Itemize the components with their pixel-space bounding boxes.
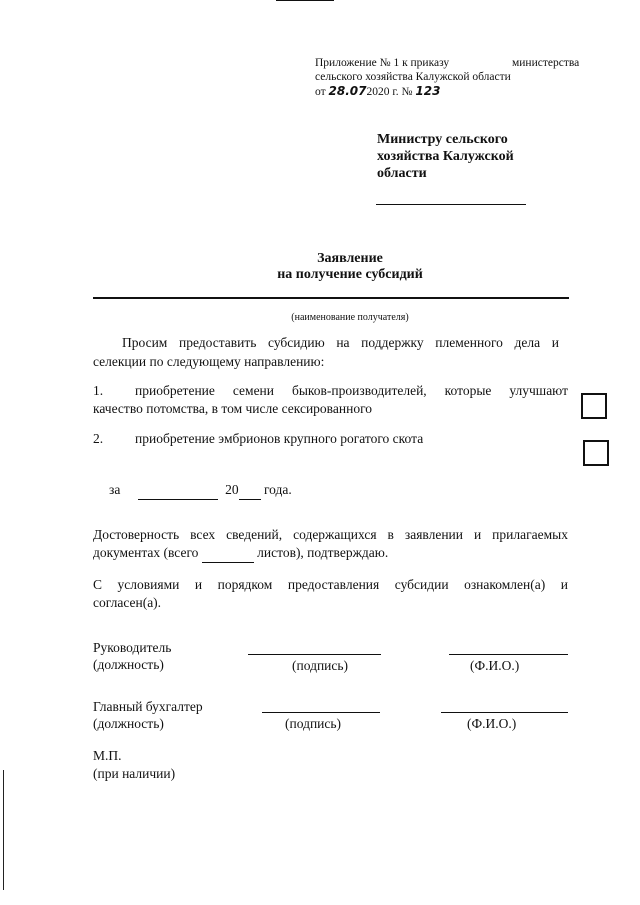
period-line [109,480,292,500]
accountant-sign-caption: (подпись) [285,716,342,731]
option-1-line-2: качество потомства, в том числе сексированного [93,401,373,416]
head-name-caption: (Ф.И.О.) [470,658,520,673]
order-number-handwritten: 123 [415,84,441,98]
consent-line-1: С условиями и порядком предоставления субсидии ознакомлен(а) и [93,577,568,592]
consent-line-2: согласен(а). [93,595,162,610]
period-year-prefix: 20 [225,482,239,497]
head-sign-caption: (подпись) [292,658,349,673]
appendix-line-2: сельского хозяйства Калужской области [315,71,511,83]
confirmation-line-2 [93,543,388,563]
title-line-2: на получение субсидий [277,267,423,282]
recipient-line-2: хозяйства Калужской [377,149,514,164]
period-blank[interactable] [138,480,218,500]
scan-artifact-line [276,0,334,1]
applicant-caption: (наименование получателя) [291,312,409,323]
option-2-checkbox[interactable] [583,440,609,466]
head-sign-line[interactable] [248,654,381,655]
option-2-line-1: приобретение эмбрионов крупного рогатого скота [135,431,424,446]
order-prefix: от [315,86,326,98]
title-line-1: Заявление [317,251,383,266]
appendix-line-1: Приложение № 1 к приказу [315,57,450,69]
head-name-line[interactable] [449,654,568,655]
appendix-ministry: министерства [512,57,580,69]
scan-margin-mark [3,770,4,890]
recipient-line-1: Министру сельского [377,132,508,147]
option-1-line-1: приобретение семени быков-производителей, которые улучшают [135,383,568,398]
seal-line-1: М.П. [93,748,122,763]
period-prefix: за [109,482,121,497]
appendix-line-3 [315,84,440,99]
confirmation-line-1: Достоверность всех сведений, содержащихся в заявлении и прилагаемых [93,527,568,542]
head-role: Руководитель [93,640,172,655]
order-year: 2020 г. № [366,86,413,98]
intro-line-1: Просим предоставить субсидию на поддержку племенного дела и [122,335,559,350]
confirmation-suffix: листов), подтверждаю. [257,545,389,560]
seal-line-2: (при наличии) [93,766,176,781]
option-1-number: 1. [93,383,104,398]
option-2-number: 2. [93,431,104,446]
accountant-position-caption: (должность) [93,716,164,731]
confirmation-prefix: документах (всего [93,545,199,560]
period-suffix: года. [263,482,292,497]
option-1-checkbox[interactable] [581,393,607,419]
intro-line-2: селекции по следующему направлению: [93,354,325,369]
head-position-caption: (должность) [93,657,164,672]
accountant-name-line[interactable] [441,712,568,713]
accountant-sign-line[interactable] [262,712,380,713]
sheets-count-blank[interactable] [202,543,254,563]
accountant-role: Главный бухгалтер [93,699,203,714]
order-date-handwritten: 28.07 [328,84,367,98]
recipient-name-line [376,204,526,205]
accountant-name-caption: (Ф.И.О.) [467,716,517,731]
period-year-blank[interactable] [239,480,261,500]
recipient-line-3: области [377,166,427,181]
applicant-name-line [93,297,569,299]
